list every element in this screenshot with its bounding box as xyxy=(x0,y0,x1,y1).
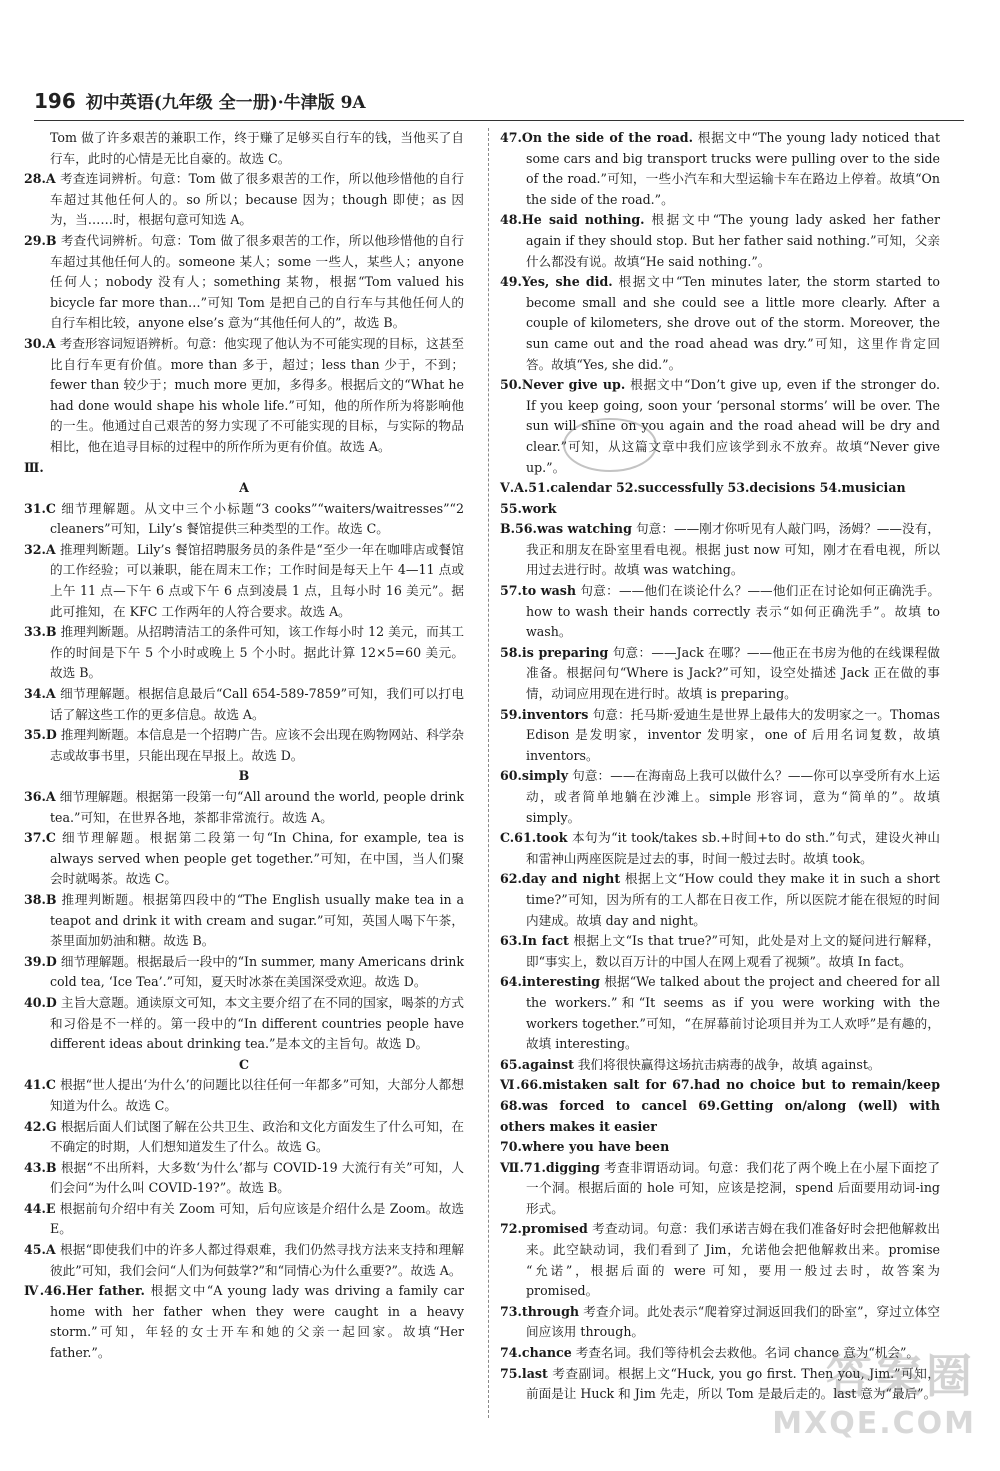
answer-explanation: 考查形容词短语辨析。句意：他实现了他认为不可能实现的目标，这甚至比自行车更有价值。more than 多于，超过；less than 少于，不到；fewer than 较少于；much more 更加，多得多。根据后文的“What he had done would shape his whole life.”可知，他的所作所为将影响他的一生。他通过自己艰苦的努力实现了不可能实现的目标，与实际的物品相比，他在追寻目标的过程中的所作所为更有价值。故选 A。 xyxy=(50,335,464,454)
answer-key: 60.simply xyxy=(500,768,569,784)
answer-explanation: 主旨大意题。通读原文可知，本文主要介绍了在不同的国家，喝茶的方式和习俗是不一样的。第一段中的“In different countries people have different ideas about drinking tea.”是本文的主旨句。故选 D。 xyxy=(50,994,464,1052)
answer-entry xyxy=(24,540,464,622)
answer-entry xyxy=(500,766,940,828)
section-heading: 55.work xyxy=(500,500,557,516)
answer-entry xyxy=(500,1302,940,1343)
answer-entry xyxy=(500,1219,940,1301)
answer-key: 57.to wash xyxy=(500,583,577,599)
answer-key: 41.C xyxy=(24,1077,56,1093)
answer-key: 50.Never give up. xyxy=(500,377,626,393)
answer-entry xyxy=(500,931,940,972)
section-heading: Ⅲ. xyxy=(24,459,44,475)
column-divider xyxy=(488,128,489,1418)
section-heading: Ⅴ.A.51.calendar 52.successfully 53.decisions 54.musician xyxy=(500,480,906,496)
answer-entry xyxy=(24,1199,464,1240)
answer-entry xyxy=(24,169,464,231)
answer-key: Ⅳ.46.Her father. xyxy=(24,1283,145,1299)
answer-explanation: 细节理解题。根据第二段第一句“In China, for example, tea is always served when people get together.”可知，在中国，当人们聚会时就喝茶。故选 C。 xyxy=(50,830,464,887)
answer-entry xyxy=(500,210,940,272)
answer-entry xyxy=(24,499,464,540)
watermark-url: MXQE.COM xyxy=(772,1406,976,1441)
answer-explanation: 根据文中“The young lady noticed that some cars and big transport trucks were pulling over to the side of the road.”可知，一些小汽车和大型运输卡车在路边上停着。故填“On the side of the road.”。 xyxy=(526,130,941,207)
answer-explanation: 句意：托马斯·爱迪生是世界上最伟大的发明家之一。Thomas Edison 是发明家，inventor 发明家，one of 后用名词复数，故填 inventors。 xyxy=(526,706,940,763)
answer-entry xyxy=(24,622,464,684)
answer-explanation: 根据“不出所料，大多数‘为什么’都与 COVID-19 大流行有关”可知，人们会问“为什么叫 COVID-19?”。故选 B。 xyxy=(50,1159,464,1196)
stamp-mark xyxy=(560,415,660,475)
answer-key: 36.A xyxy=(24,789,56,804)
answer-key: 34.A xyxy=(24,686,56,702)
answer-entry xyxy=(24,334,464,458)
answer-explanation: 根据文中“The young lady asked her father again if they should stop. But her father said nothing.”可知，父亲什么都没有说。故填“He said nothing.”。 xyxy=(526,212,940,269)
answer-explanation: 根据上文“Is that true?”可知，此处是对上文的疑问进行解释，即“事实上，数以百万计的中国人在网上观看了视频”。故填 In fact。 xyxy=(526,933,940,969)
answer-key: 48.He said nothing. xyxy=(500,212,645,228)
answer-key: 29.B xyxy=(24,232,57,248)
answer-key: Ⅶ.71.digging xyxy=(500,1159,600,1175)
answer-entry xyxy=(24,1075,464,1116)
answer-explanation: 考查连词辨析。句意：Tom 做了很多艰苦的工作，所以他珍惜他的自行车超过其他任何人的。so 所以；because 因为；though 即使；as 因为，当……时，根据句意可知选 A。 xyxy=(50,171,464,228)
answer-entry xyxy=(500,128,940,210)
answer-explanation: 考查介词。此处表示“爬着穿过洞返回我们的卧室”，穿过立体空间应该用 through。 xyxy=(526,1303,940,1340)
answer-entry xyxy=(500,272,940,375)
answer-key: 59.inventors xyxy=(500,706,589,722)
answer-entry xyxy=(24,231,464,334)
answer-entry xyxy=(24,1158,464,1199)
answer-explanation: 根据文中“A young lady was driving a family car home with her father when they were caught in a heavy storm.”可知，年轻的女士开车和她的父亲一起回家。故填“Her father.”。 xyxy=(50,1283,464,1361)
answer-explanation: 根据文中“Ten minutes later, the storm started to become small and she could see a little more clearly. After a couple of kilometers, she drove out of the storm. Moreover, the sun came out and the road ahead was dry.”可知，这里作肯定回答。故填“Yes, she did.”。 xyxy=(526,274,940,372)
answer-key: 63.In fact xyxy=(500,933,569,949)
answer-key: C.61.took xyxy=(500,830,568,846)
answer-explanation: 细节理解题。根据第一段第一句“All around the world, people drink tea.”可知，在世界各地，茶都非常流行。故选 A。 xyxy=(50,789,464,825)
answer-key: 45.A xyxy=(24,1242,56,1258)
answer-key: 74.chance xyxy=(500,1345,572,1361)
answer-entry xyxy=(24,684,464,725)
watermark-logo-text: 答案圈 xyxy=(826,1349,976,1403)
answer-explanation: 我们将很快赢得这场抗击病毒的战争，故填 against。 xyxy=(577,1056,881,1072)
answer-explanation: 句意：——在海南岛上我可以做什么？——你可以享受所有水上运动，或者简单地躺在沙滩上。simple 形容词，意为“简单的”。故填 simply。 xyxy=(526,768,940,825)
answer-key: 40.D xyxy=(24,994,57,1010)
answer-explanation: 根据文中“Don’t give up, even if the stronger do. If you keep going, soon your ‘personal storms’ will be over. The sun will shine on you again and the road ahead will be dry and clear.”可知，从这篇文章中我们应该学到永不放弃。故填“Never give up.”。 xyxy=(526,377,940,475)
left-column xyxy=(24,128,464,1364)
answer-explanation: 根据“即使我们中的许多人都过得艰难，我们仍然寻找方法来支持和理解彼此”可知，我们会问“人们为何鼓掌?”和“同情心为什么重要?”。故选 A。 xyxy=(50,1242,464,1278)
answer-key: 32.A xyxy=(24,541,56,557)
answer-explanation: 句意：——他们在谈论什么？——他们正在讨论如何正确洗手。how to wash their hands correctly 表示“如何正确洗手”。故填 to wash。 xyxy=(526,583,940,640)
answer-key: 42.G xyxy=(24,1118,57,1134)
answer-entry xyxy=(24,1281,464,1363)
answer-key: 33.B xyxy=(24,624,57,640)
answer-key: 35.D xyxy=(24,727,57,743)
answer-entry xyxy=(24,952,464,993)
watermark xyxy=(772,1340,976,1441)
section-letter: A xyxy=(239,480,249,496)
answer-key: 37.C xyxy=(24,830,56,846)
answer-explanation: 细节理解题。从文中三个小标题“3 cooks”“waiters/waitresses”“2 cleaners”可知，Lily’s 餐馆提供三种类型的工作。故选 C。 xyxy=(50,500,465,537)
book-title: 初中英语(九年级 全一册)·牛津版 9A xyxy=(85,93,366,113)
answer-entry xyxy=(500,869,940,931)
answer-explanation: 推理判断题。Lily’s 餐馆招聘服务员的条件是“至少一年在咖啡店或餐馆的工作经验；可以兼职，能在周末工作；工作时间是每天上午 4—11 点或上午 11 点—下午 6 点或下午 6 点到凌晨 1 点，且每小时 16 美元”。据此可推知，在 KFC 工作两年的人符合要求。故选 A。 xyxy=(50,541,464,619)
answer-explanation: 句意：——Jack 在哪？——他正在书房为他的在线课程做准备。根据问句“Where is Jack?”可知，设空处描述 Jack 正在做的事情，动词应用现在进行时。故填 is preparing。 xyxy=(526,644,940,702)
section-heading: 70.where you have been xyxy=(500,1139,670,1155)
page-header xyxy=(34,88,366,116)
answer-key: 28.A xyxy=(24,171,56,187)
answer-explanation: 考查动词。句意：我们承诺吉姆在我们准备好时会把他解救出来。此空缺动词，我们看到了 Jim，允诺他会把他解救出来。promise “允诺”，根据后面的 were 可知，要用一般过去时，故答案为 promised。 xyxy=(526,1221,940,1299)
answer-entry xyxy=(500,581,940,643)
answer-key: 47.On the side of the road. xyxy=(500,130,693,145)
answer-key: 75.last xyxy=(500,1365,548,1381)
page-number: 196 xyxy=(34,89,76,113)
answer-entry xyxy=(500,705,940,767)
answer-explanation: 根据后面人们试图了解在公共卫生、政治和文化方面发生了什么可知，在不确定的时期，人们想知道发生了什么。故选 G。 xyxy=(50,1118,464,1155)
answer-entry xyxy=(500,643,940,705)
answer-explanation: 根据上文“How could they make it in such a short time?”可知，因为所有的工人都在日夜工作，所以医院才能在很短的时间内建成。故填 day and night。 xyxy=(526,871,940,928)
answer-entry xyxy=(24,890,464,952)
right-column xyxy=(500,128,940,1405)
answer-entry xyxy=(24,787,464,828)
answer-explanation: 推理判断题。根据第四段中的“The English usually make tea in a teapot and drink it with cream and sugar.”可知，英国人喝下午茶，茶里面加奶油和糖。故选 B。 xyxy=(50,891,464,949)
answer-entry xyxy=(500,1055,940,1076)
answer-key: 58.is preparing xyxy=(500,644,609,660)
answer-explanation: 考查非谓语动词。句意：我们花了两个晚上在小屋下面挖了一个洞。根据后面的 hole 可知，应该是挖洞，spend 后面要用动词-ing 形式。 xyxy=(526,1159,940,1216)
answer-key: 62.day and night xyxy=(500,871,621,887)
answer-explanation: 句意：——刚才你听见有人敲门吗，汤姆？——没有，我正和朋友在卧室里看电视。根据 just now 可知，刚才在看电视，所以用过去进行时。故填 was watching。 xyxy=(526,521,940,578)
answer-key: 30.A xyxy=(24,335,56,351)
answer-explanation: 考查名词。我们等待机会去救他。名词 chance 意为“机会”。 xyxy=(575,1345,919,1361)
answer-explanation: 考查副词。根据上文“Huck, you go first. Then you, Jim.”可知，前面是让 Huck 和 Jim 先走，所以 Tom 是最后走的。last 意为“最后”。 xyxy=(526,1365,940,1402)
answer-key: 31.C xyxy=(24,500,56,516)
answer-entry xyxy=(24,993,464,1055)
answer-explanation: 本句为“it took/takes sb.+时间+to do sth.”句式，建设火神山和雷神山两座医院是过去的事，时间一般过去时。故填 took。 xyxy=(526,830,940,866)
section-heading: Ⅵ.66.mistaken salt for 67.had no choice but to remain/keep 68.was forced to cancel 69.Getting on/along (well) with others makes it easier xyxy=(500,1077,940,1134)
answer-key: B.56.was watching xyxy=(500,521,632,537)
answer-key: 65.against xyxy=(500,1056,574,1072)
answer-entry xyxy=(24,1117,464,1158)
answer-explanation: 细节理解题。根据信息最后“Call 654-589-7859”可知，我们可以打电话了解这些工作的更多信息。故选 A。 xyxy=(50,686,464,722)
answer-key: 38.B xyxy=(24,891,57,907)
answer-explanation: 根据“We talked about the project and cheered for all the workers.”和“It seems as if you were working with the workers together.”可知，“在屏幕前讨论项目并为工人欢呼”是有趣的，故填 interesting。 xyxy=(526,974,940,1052)
answer-explanation: 推理判断题。本信息是一个招聘广告。应该不会出现在购物网站、科学杂志或故事书里，只能出现在早报上。故选 D。 xyxy=(50,727,464,763)
answer-entry xyxy=(500,1158,940,1220)
answer-key: 72.promised xyxy=(500,1221,588,1237)
section-letter: B xyxy=(238,768,250,784)
answer-explanation: 推理判断题。从招聘清洁工的条件可知，该工作每小时 12 美元，而其工作的时间是下午 5 个小时或晚上 5 个小时。据此计算 12×5=60 美元。故选 B。 xyxy=(50,624,464,681)
answer-explanation: 根据“世人提出‘为什么’的问题比以往任何一年都多”可知，大部分人都想知道为什么。故选 C。 xyxy=(50,1077,464,1113)
answer-key: 39.D xyxy=(24,953,57,969)
answer-key: 64.interesting xyxy=(500,974,600,990)
answer-entry xyxy=(24,1240,464,1281)
answer-key: 44.E xyxy=(24,1200,56,1216)
continued-text: Tom 做了许多艰苦的兼职工作，终于赚了足够买自行车的钱，当他买了自行车，此时的心情是无比自豪的。故选 C。 xyxy=(50,130,464,166)
answer-explanation: 根据前句介绍中有关 Zoom 可知，后句应该是介绍什么是 Zoom。故选 E。 xyxy=(50,1200,464,1237)
answer-key: 43.B xyxy=(24,1159,57,1175)
answer-key: 49.Yes, she did. xyxy=(500,274,613,290)
answer-explanation: 细节理解题。根据最后一段中的“In summer, many Americans drink cold tea, ‘Ice Tea’.”可知，夏天时冰茶在美国深受欢迎。故选 D。 xyxy=(50,953,464,990)
answer-explanation: 考查代词辨析。句意：Tom 做了很多艰苦的工作，所以他珍惜他的自行车超过其他任何人的。someone 某人；some 一些人，某些人；anyone 任何人；nobody 没有人；something 某物，根据“Tom valued his bicycle far more than…”可知 Tom 是把自己的自行车与其他任何人的自行车相比较，anyone else’s 意为“其他任何人的”，故选 B。 xyxy=(50,232,464,331)
answer-entry xyxy=(500,519,940,581)
header-rule xyxy=(34,120,964,121)
answer-entry xyxy=(24,828,464,890)
section-letter: C xyxy=(238,1056,250,1072)
answer-entry xyxy=(500,972,940,1054)
answer-entry xyxy=(500,828,940,869)
answer-key: 73.through xyxy=(500,1303,580,1319)
answer-entry xyxy=(24,725,464,766)
